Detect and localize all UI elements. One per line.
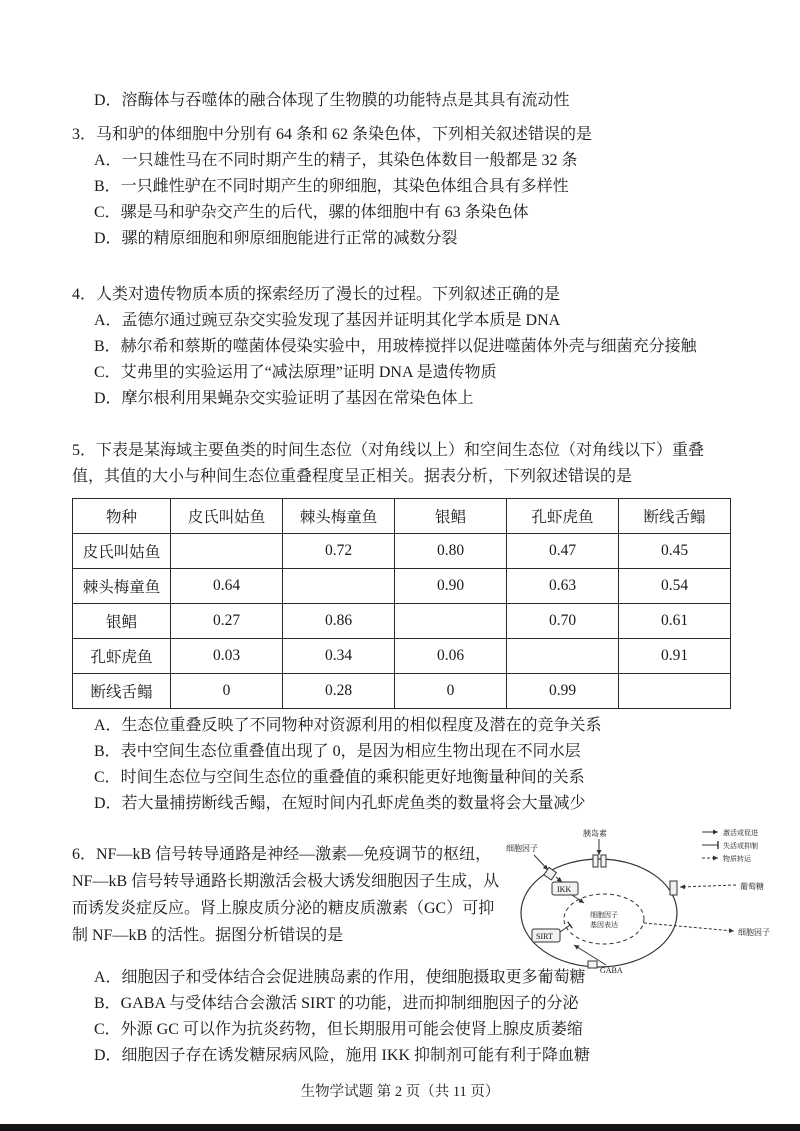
question-5: [72, 438, 730, 817]
table-cell: 0: [395, 674, 507, 709]
signal-pathway-diagram: [504, 825, 800, 975]
row-species: 孔虾虎鱼: [73, 639, 171, 674]
question-3: [72, 122, 730, 252]
question-3-option-b: B．一只雌性驴在不同时期产生的卵细胞，其染色体组合具有多样性: [94, 178, 569, 195]
question-5-option-b: B．表中空间生态位重叠值出现了 0，是因为相应生物出现在不同水层: [94, 743, 581, 760]
row-species: 断线舌鳎: [73, 674, 171, 709]
table-header-species: 物种: [73, 499, 171, 534]
diagram-label-ikk: IKK: [557, 885, 572, 894]
table-cell: [171, 534, 283, 569]
table-cell: 0.63: [507, 569, 619, 604]
question-5-options: [72, 713, 730, 817]
table-row: [73, 639, 731, 674]
table-cell: 0.03: [171, 639, 283, 674]
question-6-option-c: C．外源 GC 可以作为抗炎药物，但长期服用可能会使肾上腺皮质萎缩: [94, 1021, 583, 1038]
row-species: 棘头梅童鱼: [73, 569, 171, 604]
row-species: 皮氏叫姑鱼: [73, 534, 171, 569]
question-4-option-a: A．孟德尔通过豌豆杂交实验发现了基因并证明其化学本质是 DNA: [94, 312, 561, 329]
table-cell: 0.99: [507, 674, 619, 709]
diagram-label-glucose: 葡萄糖: [740, 882, 764, 891]
table-header-col-5: 断线舌鳎: [619, 499, 731, 534]
row-species: 银鲳: [73, 604, 171, 639]
page-footer: 生物学试题 第 2 页（共 11 页）: [300, 1084, 500, 1100]
table-header-col-2: 棘头梅童鱼: [283, 499, 395, 534]
table-cell: [507, 639, 619, 674]
glucose-transporter-icon: [670, 881, 677, 895]
table-cell: 0.64: [171, 569, 283, 604]
question-4-option-b: B．赫尔希和蔡斯的噬菌体侵染实验中，用玻棒搅拌以促进噬菌体外壳与细菌充分接触: [94, 338, 697, 355]
diagram-label-gaba: GABA: [600, 966, 623, 975]
question-5-option-c: C．时间生态位与空间生态位的重叠值的乘积能更好地衡量种间的关系: [94, 769, 585, 786]
table-cell: 0.72: [283, 534, 395, 569]
table-row: [73, 604, 731, 639]
question-5-option-a: A．生态位重叠反映了不同物种对资源利用的相似程度及潜在的竞争关系: [94, 717, 602, 734]
question-5-option-d: D．若大量捕捞断线舌鳎，在短时间内孔虾虎鱼类的数量将会大量减少: [94, 795, 586, 812]
table-cell: 0.45: [619, 534, 731, 569]
table-cell: 0.47: [507, 534, 619, 569]
table-cell: 0.34: [283, 639, 395, 674]
table-cell: 0.27: [171, 604, 283, 639]
table-header-row: [73, 499, 731, 534]
legend-inhibit-label: 失活或抑制: [723, 842, 758, 850]
table-cell: 0: [171, 674, 283, 709]
table-row: [73, 569, 731, 604]
scan-edge-artifact: [0, 1124, 800, 1131]
nucleus: [564, 894, 644, 944]
diagram-label-cytokine-right: 细胞因子: [738, 928, 770, 937]
table-header-col-1: 皮氏叫姑鱼: [171, 499, 283, 534]
table-row: [73, 674, 731, 709]
table-cell: [283, 569, 395, 604]
diagram-label-nucleus-1: 细胞因子: [590, 911, 618, 919]
diagram-label-cytokine-top: 细胞因子: [506, 844, 538, 853]
insulin-receptor-icon: [593, 855, 598, 867]
question-6: [72, 829, 770, 1069]
question-5-stem: 5．下表是某海域主要鱼类的时间生态位（对角线以上）和空间生态位（对角线以下）重叠值，其值的大小与种间生态位重叠程度呈正相关。据表分析，下列叙述错误的是: [72, 442, 705, 485]
legend-transport-label: 物质转运: [723, 855, 751, 863]
table-cell: 0.90: [395, 569, 507, 604]
question-4-stem: 4．人类对遗传物质本质的探索经历了漫长的过程。下列叙述正确的是: [72, 286, 561, 303]
niche-overlap-table: [72, 498, 731, 709]
diagram-legend: [702, 828, 758, 863]
question-3-stem: 3．马和驴的体细胞中分别有 64 条和 62 条染色体，下列相关叙述错误的是: [72, 126, 593, 143]
diagram-label-sirt: SIRT: [536, 932, 553, 941]
question-3-option-a: A．一只雄性马在不同时期产生的精子，其染色体数目一般都是 32 条: [94, 152, 578, 169]
question-6-option-b: B．GABA 与受体结合会激活 SIRT 的功能，进而抑制细胞因子的分泌: [94, 995, 579, 1012]
gaba-receptor-icon: [588, 961, 597, 968]
question-3-option-d: D．骡的精原细胞和卵原细胞能进行正常的减数分裂: [94, 230, 458, 247]
table-header-col-4: 孔虾虎鱼: [507, 499, 619, 534]
cytokine-receptor-icon: [544, 867, 557, 880]
diagram-label-insulin: 胰岛素: [583, 829, 607, 838]
prev-question-option-d: D．溶酶体与吞噬体的融合体现了生物膜的功能特点是其具有流动性: [94, 92, 570, 109]
question-4-option-d: D．摩尔根利用果蝇杂交实验证明了基因在常染色体上: [94, 390, 474, 407]
table-cell: 0.70: [507, 604, 619, 639]
table-cell: 0.61: [619, 604, 731, 639]
table-cell: 0.91: [619, 639, 731, 674]
table-cell: 0.28: [283, 674, 395, 709]
table-cell: [619, 674, 731, 709]
table-cell: [395, 604, 507, 639]
question-4-option-c: C．艾弗里的实验运用了“减法原理”证明 DNA 是遗传物质: [94, 364, 497, 381]
question-6-option-a: A．细胞因子和受体结合会促进胰岛素的作用，使细胞摄取更多葡萄糖: [94, 969, 586, 986]
table-cell: 0.86: [283, 604, 395, 639]
table-cell: 0.06: [395, 639, 507, 674]
table-header-col-3: 银鲳: [395, 499, 507, 534]
table-cell: 0.80: [395, 534, 507, 569]
table-row: [73, 534, 731, 569]
question-6-option-d: D．细胞因子存在诱发糖尿病风险，施用 IKK 抑制剂可能有利于降血糖: [94, 1047, 590, 1064]
table-cell: 0.54: [619, 569, 731, 604]
legend-activate-label: 激活或促进: [723, 829, 758, 837]
insulin-receptor-icon: [601, 855, 606, 867]
question-6-stem: 6．NF—kB 信号转导通路是神经—激素—免疫调节的枢纽，NF—kB 信号转导通路长期激活会极大诱发细胞因子生成，从而诱发炎症反应。肾上腺皮质分泌的糖皮质激素（GC）可抑制 NF—kB 的活性。据图分析错误的是: [72, 846, 500, 944]
question-6-options: [72, 965, 730, 1069]
question-4: [72, 282, 730, 412]
diagram-label-nucleus-2: 基因表达: [590, 921, 618, 929]
question-3-option-c: C．骡是马和驴杂交产生的后代，骡的体细胞中有 63 条染色体: [94, 204, 529, 221]
